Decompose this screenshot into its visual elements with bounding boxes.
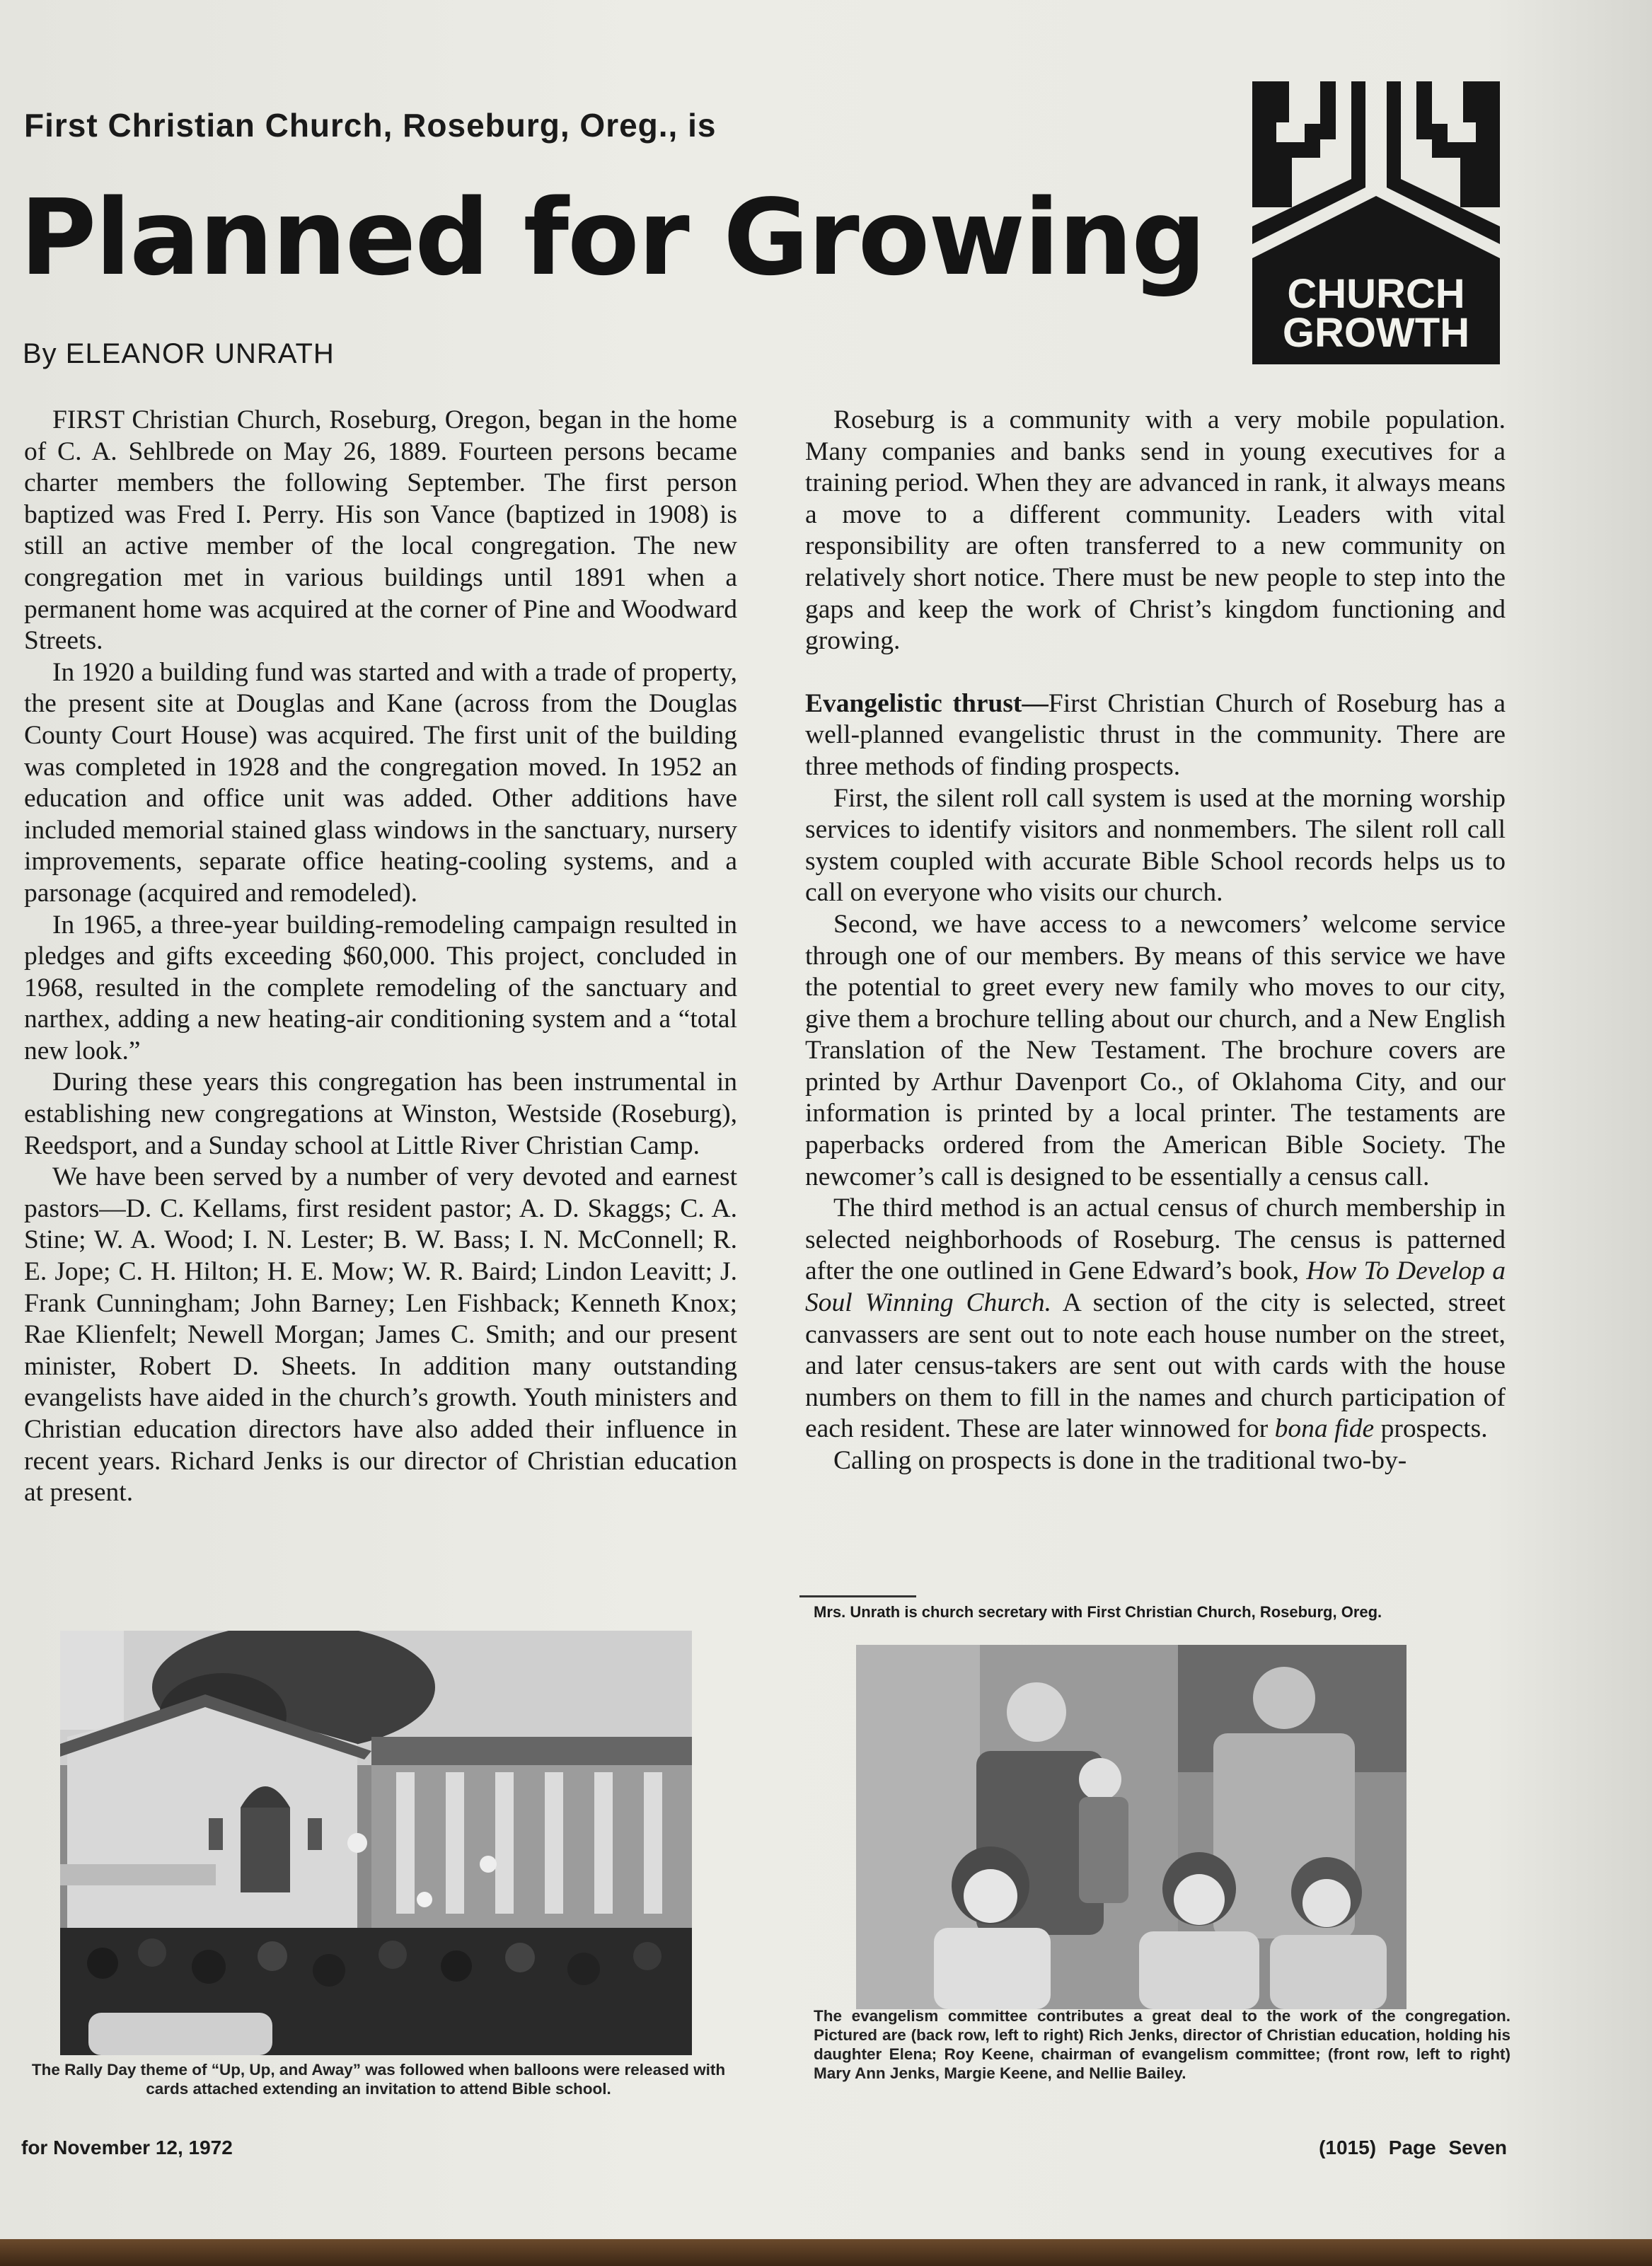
paragraph: FIRST Christian Church, Roseburg, Oregon, began in the home of C. A. Sehlbrede on May 26, 1889. Fourteen persons became charter members the following September. The first person baptized was Fred I. Perry. His son Vance (baptized in 1908) is still an active member of the local congregation. The new congregation met in various buildings until 1891 when a permanent home was acquired at the corner of Pine and Woodward Streets. <box>24 405 737 656</box>
article-byline: By ELEANOR UNRATH <box>23 338 335 369</box>
paragraph: In 1965, a three-year building-remodeling campaign resulted in pledges and gifts exceeding $60,000. This project, concluded in 1968, resulted in the complete remodeling of the sanctuary and narthex, adding a new heating-air conditioning system and a “total new look.” <box>24 910 737 1065</box>
paragraph: During these years this congregation has been instrumental in establishing new congregations at Winston, Westside (Roseburg), Reedsport, and a Sunday school at Little River Christian Camp. <box>24 1068 737 1160</box>
logo-text-church: CHURCH <box>1287 271 1465 317</box>
book-title: How To Develop a Soul Winning Church. <box>805 1256 1506 1318</box>
paragraph: Calling on prospects is done in the traditional two-by- <box>833 1446 1407 1475</box>
paragraph: In 1920 a building fund was started and with a trade of property, the present site at Douglas and Kane (across from the Douglas County Court House) was acquired. The first unit of the building was completed in 1928 and the congregation moved. In 1952 an education and office unit was added. Other additions have included memorial stained glass windows in the sanctuary, nursery improvements, separate office heating-cooling systems, and a parsonage (acquired and remodeled). <box>24 657 737 908</box>
article-kicker: First Christian Church, Roseburg, Oreg., is <box>24 107 717 144</box>
church-growth-logo <box>1252 81 1500 364</box>
footnote-rule <box>799 1595 916 1597</box>
issue-date: for November 12, 1972 <box>21 2137 233 2158</box>
article-title: Planned for Growing <box>20 177 1206 299</box>
photo-caption-evangelism-committee: The evangelism committee contributes a great deal to the work of the congregation. Pictured are (back row, left to right) Rich Jenks, director of Christian education, holding his daughter Elena; Roy Keene, chairman of evangelism committee; (front row, left to right) Mary Ann Jenks, Margie Keene, and Nellie Bailey. <box>814 2007 1511 2082</box>
paragraph-evangelistic-thrust: Evangelistic thrust—First Christian Church of Roseburg has a well-planned evangelistic thrust in the community. There are three methods of finding prospects. <box>805 688 1506 781</box>
paragraph: First, the silent roll call system is used at the morning worship services to identify visitors and nonmembers. The silent roll call system coupled with accurate Bible School records helps us to call on everyone who visits our church. <box>805 783 1506 908</box>
photo-caption-rally-day: The Rally Day theme of “Up, Up, and Away” was followed when balloons were released with cards attached extending an invitation to attend Bible school. <box>31 2061 726 2098</box>
paragraph: We have been served by a number of very devoted and earnest pastors—D. C. Kellams, first resident pastor; A. D. Skaggs; C. A. Stine; W. A. Wood; I. N. Lester; B. W. Bass; I. N. McConnell; R. E. Jope; C. H. Hilton; H. E. Mow; W. R. Baird; Lindon Leavitt; J. Frank Cunningham; John Barney; Len Fishback; Kenneth Knox; Rae Klienfelt; Newell Morgan; James C. Smith; and our present minister, Robert D. Sheets. In addition many outstanding evangelists have aided in the church’s growth. Youth ministers and Christian education directors have also added their influence in recent years. Richard Jenks is our director of Christian education at present. <box>24 1162 737 1508</box>
logo-text-growth: GROWTH <box>1282 310 1470 356</box>
page-edge <box>0 2239 1652 2266</box>
column-left <box>24 405 737 1509</box>
author-footnote: Mrs. Unrath is church secretary with First Christian Church, Roseburg, Oreg. <box>814 1603 1382 1621</box>
paragraph: The third method is an actual census of church membership in selected neighborhoods of Roseburg. The census is patterned after the one outlined in Gene Edward’s book, How To Develop a Soul Winning Church. A section of the city is selected, street canvassers are sent out to note each house number on the street, and later census-takers are sent out with cards with the house numbers on them to fill in the names and church participation of each resident. These are later winnowed for bona fide prospects. <box>805 1193 1506 1444</box>
paragraph: Second, we have access to a newcomers’ welcome service through one of our members. By means of this service we have the potential to greet every new family who moves to our city, give them a brochure telling about our church, and a New English Translation of the New Testament. The brochure covers are printed by Arthur Davenport Co., of Oklahoma City, and our information is printed by a local printer. The testaments are paperbacks ordered from the American Bible Society. The newcomer’s call is designed to be essentially a census call. <box>805 909 1506 1191</box>
page-number: (1015) Page Seven <box>1319 2137 1507 2158</box>
paragraph: Roseburg is a community with a very mobile population. Many companies and banks send in young executives for a training period. When they are advanced in rank, it always means a move to a different community. Leaders with vital responsibility are often transferred to a new community on relatively short notice. There must be new people to step into the gaps and keep the work of Christ’s kingdom functioning and growing. <box>805 405 1506 656</box>
evangelism-committee-photo <box>856 1645 1406 2009</box>
rally-day-photo <box>60 1631 692 2055</box>
subheading: Evangelistic thrust— <box>805 688 1049 718</box>
column-right <box>805 405 1506 1477</box>
